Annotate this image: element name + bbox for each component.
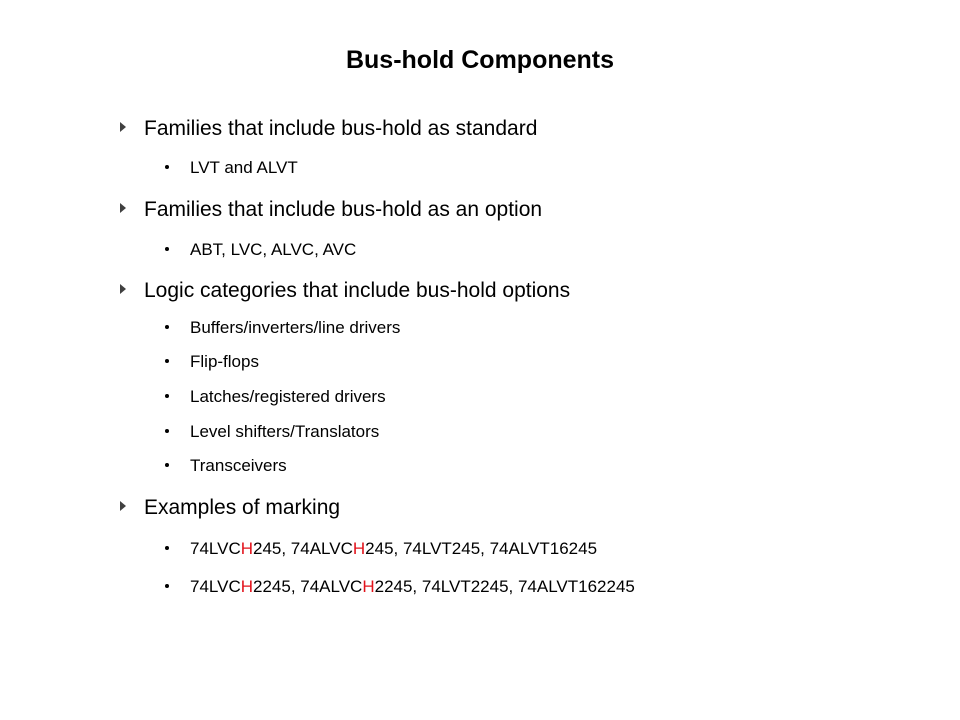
sub-bullet-marking-example-1 [165,538,597,560]
sub-bullet-text: Buffers/inverters/line drivers [190,318,401,337]
sub-bullet-abt-lvc [165,239,356,261]
dot-bullet-icon [165,429,169,433]
sub-bullet-lvt-alvt [165,157,298,179]
marking-text: 245, 74ALVC [253,539,353,558]
sub-bullet-latches [165,386,386,408]
sub-bullet-marking-example-2 [165,576,635,598]
dot-bullet-icon [165,247,169,251]
dot-bullet-icon [165,394,169,398]
bus-hold-marker: H [240,539,253,558]
dot-bullet-icon [165,359,169,363]
marking-text: 2245, 74ALVC [253,577,363,596]
sub-bullet-text: ABT, LVC, ALVC, AVC [190,240,357,259]
slide-title: Bus-hold Components [345,46,615,74]
sub-bullet-text: Transceivers [190,456,287,475]
bus-hold-marker: H [352,539,366,558]
marking-text: 74LVC [190,539,241,558]
bullet-text: Logic categories that include bus-hold options [144,279,571,302]
sub-bullet-level-shifters [165,421,379,443]
bus-hold-marker: H [362,577,375,596]
marking-text: 2245, 74LVT2245, 74ALVT162245 [374,577,635,596]
arrow-bullet-icon [120,122,126,132]
dot-bullet-icon [165,584,169,588]
marking-text: 245, 74LVT245, 74ALVT16245 [365,539,598,558]
dot-bullet-icon [165,165,169,169]
sub-bullet-flip-flops [165,351,259,373]
sub-bullet-text: LVT and ALVT [190,158,298,177]
bullet-families-option [120,197,542,223]
sub-bullet-text: Latches/registered drivers [190,387,386,406]
bus-hold-marker: H [240,577,253,596]
sub-bullet-text: Level shifters/Translators [190,422,380,441]
dot-bullet-icon [165,463,169,467]
arrow-bullet-icon [120,284,126,294]
arrow-bullet-icon [120,501,126,511]
marking-text: 74LVC [190,577,241,596]
sub-bullet-text: Flip-flops [190,352,259,371]
bullet-text: Families that include bus-hold as an option [144,198,543,221]
bullet-text: Examples of marking [144,496,341,519]
arrow-bullet-icon [120,203,126,213]
sub-bullet-transceivers [165,455,287,477]
dot-bullet-icon [165,325,169,329]
bullet-families-standard [120,116,537,142]
sub-bullet-buffers [165,317,400,339]
bullet-text: Families that include bus-hold as standard [144,117,538,140]
dot-bullet-icon [165,546,169,550]
bullet-logic-categories [120,278,570,304]
bullet-examples-marking [120,495,340,521]
